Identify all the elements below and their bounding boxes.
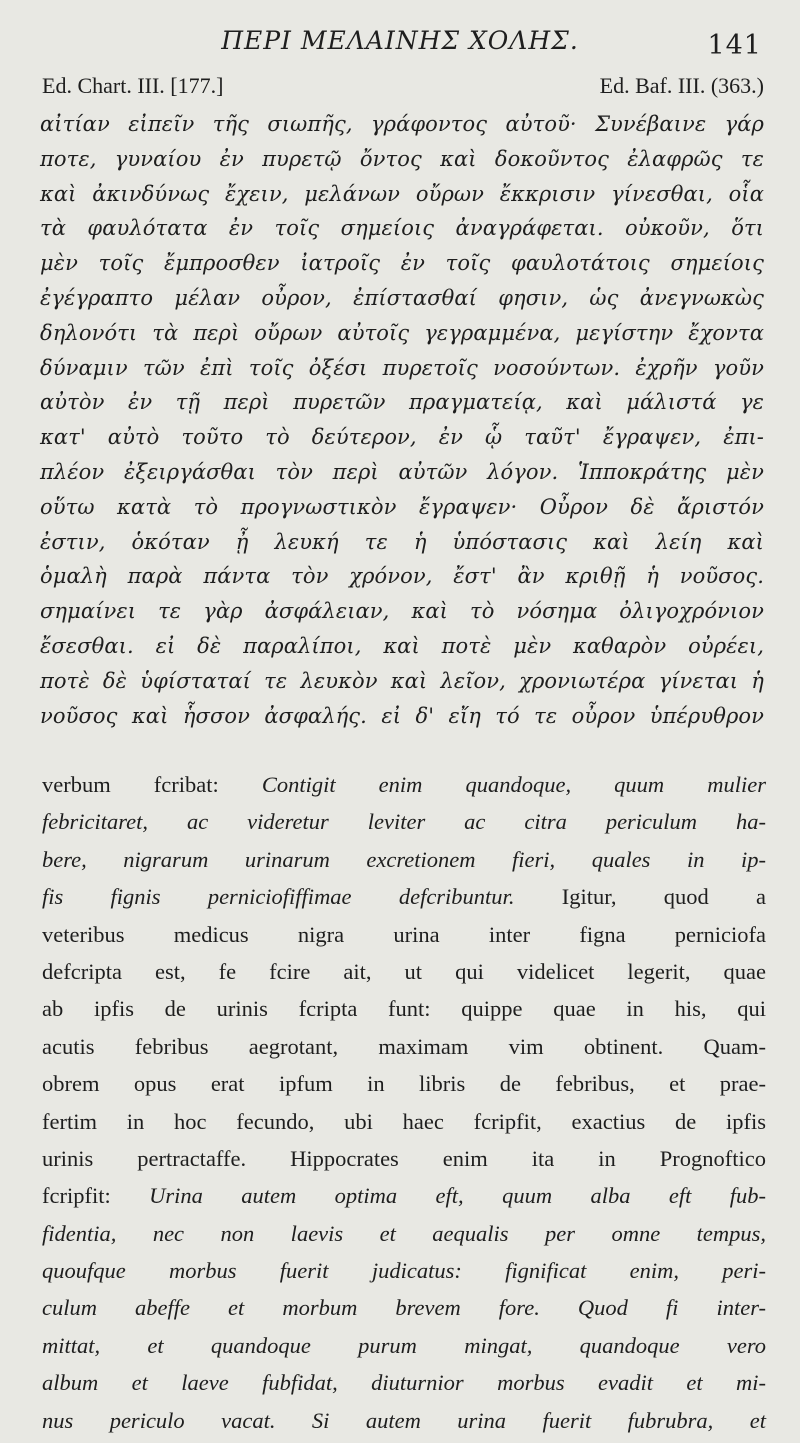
latin-roman-segment: fertim in hoc fecundo, ubi haec fcripfit, exactius de ipfis xyxy=(42,1108,766,1134)
latin-roman-segment: Igitur, quod a xyxy=(561,884,766,910)
latin-text-line xyxy=(42,1402,766,1439)
greek-text-line: πλέον ἐξειργάσθαι τὸν περὶ αὐτῶν λόγον. Ἱπποκράτης μὲν xyxy=(40,459,764,484)
greek-text-line: δηλονότι τὰ περὶ οὔρων αὐτοῖς γεγραμμένα, μεγίστην ἔχοντα xyxy=(40,320,764,345)
latin-italic-segment: quoufque morbus fuerit judicatus: fignificat enim, peri- xyxy=(42,1258,766,1284)
latin-roman-segment: acutis febribus aegrotant, maximam vim obtinent. Quam- xyxy=(42,1033,766,1059)
latin-italic-segment: mittat, et quandoque purum mingat, quandoque vero xyxy=(42,1332,766,1358)
latin-italic-segment: febricitaret, ac videretur leviter ac citra periculum ha- xyxy=(42,809,766,835)
greek-text-line: κατ' αὐτὸ τοῦτο τὸ δεύτερον, ἐν ᾧ ταῦτ' ἔγραψεν, ἐπι- xyxy=(40,425,764,450)
greek-text-line: νοῦσος καὶ ἧσσον ἀσφαλής. εἰ δ' εἴη τό τε οὖρον ὑπέρυθρον xyxy=(40,703,764,728)
greek-text-line: αἰτίαν εἰπεῖν τῆς σιωπῆς, γράφοντος αὐτοῦ· Συνέβαινε γάρ xyxy=(40,112,764,136)
latin-text-line xyxy=(42,953,766,990)
latin-text-line xyxy=(42,1327,766,1364)
greek-text-line: αὐτὸν ἐν τῇ περὶ πυρετῶν πραγματείᾳ, καὶ μάλιστά γε xyxy=(40,390,764,415)
greek-text-block xyxy=(40,107,764,733)
latin-roman-segment: ab ipfis de urinis fcripta funt: quippe quae in his, qui xyxy=(42,996,766,1022)
latin-roman-segment: obrem opus erat ipfum in libris de febribus, et prae- xyxy=(42,1071,766,1097)
greek-text-line: ἔσεσθαι. εἰ δὲ παραλίποι, καὶ ποτὲ μὲν καθαρὸν οὐρέει, xyxy=(40,633,764,658)
latin-text-line xyxy=(42,878,766,915)
greek-text-line: σημαίνει τε γὰρ ἀσφάλειαν, καὶ τὸ νόσημα ὀλιγοχρόνιον xyxy=(40,599,764,624)
latin-italic-segment: Urina autem optima eft, quum alba eft fub- xyxy=(149,1183,766,1209)
greek-text-line: ἐγέγραπτο μέλαν οὖρον, ἐπίστασθαί φησιν, ὡς ἀνεγνωκὼς xyxy=(40,285,764,310)
greek-text-line: οὕτω κατὰ τὸ προγνωστικὸν ἔγραψεν· Οὖρον δὲ ἄριστόν xyxy=(40,494,764,519)
greek-text-line: δύναμιν τῶν ἐπὶ τοῖς ὀξέσι πυρετοῖς νοσούντων. ἐχρῆν γοῦν xyxy=(40,355,764,380)
greek-text-line: τὰ φαυλότατα ἐν τοῖς σημείοις ἀναγράφεται. οὐκοῦν, ὅτι xyxy=(40,216,764,241)
latin-italic-segment: nus periculo vacat. Si autem urina fuerit fubrubra, et xyxy=(42,1407,766,1433)
latin-roman-segment: defcripta est, fe fcire ait, ut qui videlicet legerit, quae xyxy=(42,958,766,984)
running-title: ΠΕΡΙ ΜΕΛΑΙΝΗΣ ΧΟΛΗΣ. xyxy=(221,26,579,55)
greek-text-line: ἐστιν, ὁκόταν ᾖ λευκή τε ἡ ὑπόστασις καὶ λείη καὶ xyxy=(40,529,764,554)
latin-text-line xyxy=(42,1364,766,1401)
latin-italic-segment: culum abeffe et morbum brevem fore. Quod fi inter- xyxy=(42,1295,766,1321)
edition-reference-chart: Ed. Chart. III. [177.] xyxy=(42,73,224,98)
latin-text-line xyxy=(42,916,766,953)
latin-text-line xyxy=(42,1215,766,1252)
latin-text-line xyxy=(42,1140,766,1177)
latin-text-line xyxy=(42,1065,766,1102)
latin-text-line xyxy=(42,1028,766,1065)
latin-italic-segment: Contigit enim quandoque, quum mulier xyxy=(261,772,766,797)
latin-text-line xyxy=(42,1103,766,1140)
greek-text-line: ποτε, γυναίου ἐν πυρετῷ ὄντος καὶ δοκοῦντος ἐλαφρῶς τε xyxy=(40,146,764,171)
latin-italic-segment: bere, nigrarum urinarum excretionem fieri, quales in ip- xyxy=(42,846,766,872)
greek-text-line: ὁμαλὴ παρὰ πάντα τὸν χρόνον, ἔστ' ἂν κριθῇ ἡ νοῦσος. xyxy=(40,564,764,589)
latin-italic-segment: fidentia, nec non laevis et aequalis per omne tempus, xyxy=(42,1220,766,1246)
latin-text-line xyxy=(42,990,766,1027)
latin-text-line xyxy=(42,1289,766,1326)
latin-text-line xyxy=(42,766,766,803)
latin-roman-segment: veteribus medicus nigra urina inter figna perniciofa xyxy=(42,921,766,947)
latin-roman-segment: verbum fcribat: xyxy=(42,772,262,797)
greek-text-line: μὲν τοῖς ἔμπροσθεν ἰατροῖς ἐν τοῖς φαυλοτάτοις σημείοις xyxy=(40,251,764,276)
latin-text-line xyxy=(42,1252,766,1289)
latin-text-line xyxy=(42,841,766,878)
latin-roman-segment: urinis pertractaffe. Hippocrates enim ita in Prognoftico xyxy=(42,1145,766,1171)
latin-roman-segment: fcripfit: xyxy=(42,1183,150,1209)
edition-reference-basel: Ed. Baf. III. (363.) xyxy=(599,73,764,98)
greek-text-line: ποτὲ δὲ ὑφίσταταί τε λευκὸν καὶ λεῖον, χρονιωτέρα γίνεται ἡ xyxy=(40,668,764,693)
page-number: 141 xyxy=(707,30,762,61)
greek-text-line: καὶ ἀκινδύνως ἔχειν, μελάνων οὔρων ἔκκρισιν γίνεσθαι, οἷα xyxy=(40,181,764,206)
latin-italic-segment: fis fignis perniciofiffimae defcribuntur. xyxy=(42,884,562,910)
latin-text-line xyxy=(42,803,766,840)
latin-text-line xyxy=(42,1177,766,1214)
latin-text-block xyxy=(42,766,766,1439)
latin-italic-segment: album et laeve fubfidat, diuturnior morbus evadit et mi- xyxy=(42,1370,766,1396)
